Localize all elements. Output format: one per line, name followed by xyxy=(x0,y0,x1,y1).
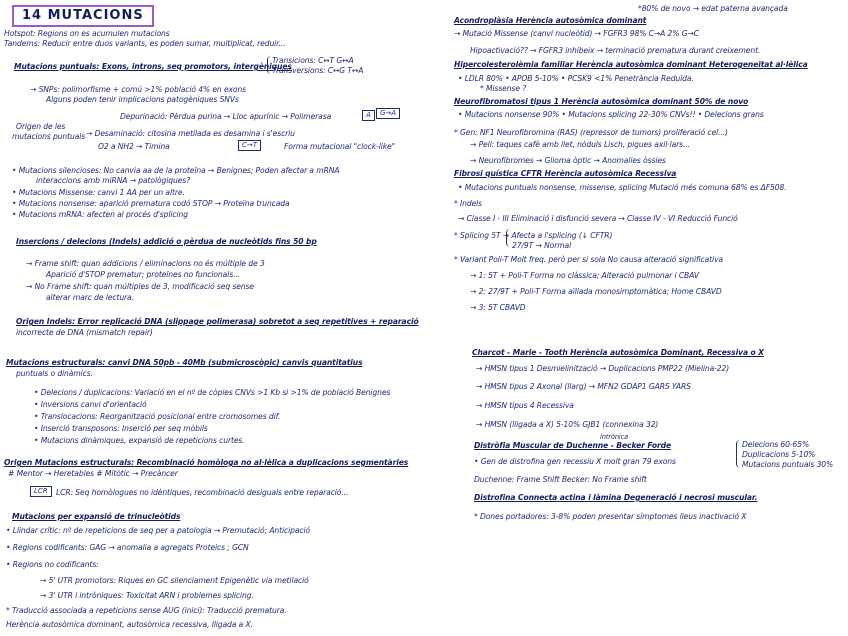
note-line: * Indels xyxy=(454,199,483,208)
note-line: • Mutacions puntuals nonsense, missense, splicing Mutació més comuna 68% es ΔF508. xyxy=(458,183,787,192)
note-line: → Desaminació: citosina metilada es desamina i s'escriu xyxy=(86,129,295,138)
note-line: Transversions: C↔G T↔A xyxy=(272,66,364,75)
note-line: Depurinació: Pèrdua purina → Lloc apurínic → Polimerasa xyxy=(120,112,332,121)
heading-origen-indels: Origen Indels: Error replicació DNA (slippage polimerasa) sobretot a seq repetitives + reparació xyxy=(16,317,419,326)
note-line: • LDLR 80% • APOB 5-10% • PCSK9 <1% Penetrància Reduïda. xyxy=(458,74,694,83)
note-line: → HMSN tipus 4 Recessiva xyxy=(476,401,574,410)
note-line: → Frame shift: quan addicions / eliminacions no és múltiple de 3 xyxy=(26,259,265,268)
heading-duchenne-becker: Distròfia Muscular de Duchenne - Becker Forde xyxy=(474,441,672,450)
note-line: • Mutacions Missense: canvi 1 AA per un altre. xyxy=(12,188,185,197)
note-line: → SNPs: polimorfisme + comú >1% població 4% en exons xyxy=(30,85,247,94)
note-line: LCR: Seq homòlogues no idèntiques, recombinació desiguals entre reparació... xyxy=(56,488,349,497)
heading-origen-estructurals: Origen Mutacions estructurals: Recombinació homòloga no al·lèlica a duplicacions segmentàries xyxy=(4,458,409,467)
note-line: Herència autosòmica dominant, autosòmica recessiva, lligada a X. xyxy=(6,620,253,629)
note-line: → 1: 5T + Poli-T Forma no clàssica; Alteració pulmonar i CBAV xyxy=(470,271,699,280)
note-line: Forma mutacional "clock-like" xyxy=(284,142,395,151)
note-line: Hotspot: Regions on es acumulen mutacions xyxy=(4,29,170,38)
note-line: * Traducció associada a repeticions sense AUG (inici): Traducció prematura. xyxy=(6,606,287,615)
brace xyxy=(736,440,741,468)
note-line: * Missense ? xyxy=(480,84,527,93)
note-line: Origen de les xyxy=(16,122,66,131)
note-line: → HMSN tipus 1 Desmielinització → Duplicacions PMP22 (Mielina-22) xyxy=(476,364,730,373)
note-line: Aparició d'STOP prematur; proteïnes no funcionals... xyxy=(46,270,241,279)
note-line: Delecions 60-65% xyxy=(742,440,810,449)
note-line: → 2: 27/9T + Poli-T Forma aïllada monosimptomàtica; Home CBAVD xyxy=(470,287,722,296)
heading-acondroplasia: Acondroplàsia Herència autosòmica dominant xyxy=(454,16,647,25)
note-line: • Mutacions mRNA: afecten al procés d'splicing xyxy=(12,210,188,219)
box-g-a: G→A xyxy=(376,108,400,119)
note-line: • Llindar crític: nº de repeticions de seq per a patologia → Premutació; Anticipació xyxy=(6,526,310,535)
note-line: Duplicacions 5-10% xyxy=(742,450,816,459)
heading-trinucleotids: Mutacions per expansió de trinucleòtids xyxy=(12,512,181,521)
heading-mutacions-estructurals: Mutacions estructurals: canvi DNA 50pb - 40Mb (submicroscòpic) canvis quantitatius xyxy=(6,358,363,367)
note-line: * Gen: NF1 Neurofibromina (RAS) (repressor de tumors) proliferació cel...) xyxy=(454,128,728,137)
note-line: intrònica xyxy=(600,433,629,441)
heading-mutacions-puntuals: Mutacions puntuals: Exons, introns, seq promotors, intergèniques xyxy=(14,62,292,71)
note-line: → 3: 5T CBAVD xyxy=(470,303,526,312)
note-line: • Delecions / duplicacions: Variació en el nº de còpies CNVs >1 Kb si >1% de població Benignes xyxy=(34,388,391,397)
note-line: * Splicing 5T → Afecta a l'splicing (↓ CFTR) xyxy=(454,231,613,240)
note-line: → Classe I - III Eliminació i disfunció severa → Classe IV - VI Reducció Funció xyxy=(458,214,738,223)
note-line: * Dones portadores: 3-8% poden presentar símptomes lleus inactivació X xyxy=(474,512,747,521)
heading-neurofibromatosi: Neurofibromatosi tipus 1 Herència autosòmica dominant 50% de novo xyxy=(454,97,749,106)
heading-indels: Insercions / delecions (Indels) addició o pèrdua de nucleòtids fins 50 bp xyxy=(16,237,317,246)
note-line: • Gen de distrofina gen recessiu X molt gran 79 exons xyxy=(474,457,676,466)
note-line: → Neurofibromes → Glioma òptic → Anomalies òssies xyxy=(470,156,666,165)
note-line: → 3' UTR i intròniques: Toxicitat ARN i problemes splicing. xyxy=(40,591,254,600)
note-line: Duchenne: Frame Shift Becker: No Frame shift xyxy=(474,475,647,484)
heading-distrofina: Distrofina Connecta actina i làmina Degeneració i necrosi muscular. xyxy=(474,493,758,502)
note-line: # Mentor → Heretables # Mitòtic → Precàncer xyxy=(8,469,178,478)
note-line: Mutacions puntuals 30% xyxy=(742,460,834,469)
note-line: Hipoactivació?? → FGFR3 inhibeix → terminació prematura durant creixement. xyxy=(470,46,761,55)
heading-hipercolesterolemia: Hipercolesterolèmia familiar Herència autosòmica dominant Heterogeneïtat al·lèlica xyxy=(454,60,808,69)
note-line: → No Frame shift: quan múltiples de 3, modificació seq sense xyxy=(26,282,254,291)
note-line: Transicions: C↔T G↔A xyxy=(272,56,354,65)
box-c-t: C→T xyxy=(238,140,261,151)
note-line: → Pell: taques cafè amb llet, nòduls Lisch, pigues axil·lars... xyxy=(470,140,690,149)
note-line: incorrecte de DNA (mismatch repair) xyxy=(16,328,153,337)
note-line: • Inversions canvi d'orientació xyxy=(34,400,147,409)
note-line: • Translocacions: Reorganització posicional entre cromosomes dif. xyxy=(34,412,281,421)
note-line: puntuals o dinàmics. xyxy=(16,369,93,378)
box-a: A xyxy=(362,110,375,121)
note-line: → HMSN tipus 2 Axonal (llarg) → MFN2 GDAP1 GARS YARS xyxy=(476,382,691,391)
note-line: 27/9T → Normal xyxy=(512,241,572,250)
note-line: mutacions puntuals xyxy=(12,132,86,141)
note-line: alterar marc de lectura. xyxy=(46,293,134,302)
note-line: → HMSN (lligada a X) 5-10% GJB1 (connexina 32) xyxy=(476,420,659,429)
note-line: * Variant Poli-T Molt freq. però per si sola No causa alteració significativa xyxy=(454,255,724,264)
note-line: • Mutacions dinàmiques, expansió de repeticions curtes. xyxy=(34,436,245,445)
note-line: • Mutacions nonsense 90% • Mutacions splicing 22-30% CNVs!! • Delecions grans xyxy=(458,110,764,119)
note-line: Alguns poden tenir implicacions patogèniques SNVs xyxy=(46,95,239,104)
note-line: Tandems: Reducir entre duos variants, es poden sumar, multiplicat, reduir... xyxy=(4,39,286,48)
box-lcr: LCR xyxy=(30,486,52,497)
heading-fibrosi-quistica: Fibrosi quística CFTR Herència autosòmica Recessiva xyxy=(454,169,677,178)
note-line: • Regions no codificants: xyxy=(6,560,99,569)
note-line: • Mutacions silencioses: No canvia aa de la proteïna → Benignes; Poden afectar a mRNA xyxy=(12,166,340,175)
heading-charcot-marie-tooth: Charcot - Marie - Tooth Herència autosòmica Dominant, Recessiva o X xyxy=(472,348,764,357)
note-line: *80% de novo → edat paterna avançada xyxy=(638,4,788,13)
note-line: → 5' UTR promotors: Riques en GC silenciament Epigenètic via metilació xyxy=(40,576,309,585)
note-line: → Mutació Missense (canvi nucleòtid) → FGFR3 98% C→A 2% G→C xyxy=(454,29,699,38)
page-title: 14 MUTACIONS xyxy=(12,5,154,27)
note-line: • Inserció transposons: Inserció per seq mòbils xyxy=(34,424,208,433)
note-line: • Regions codificants: GAG → anomalia a agregats Proteics ; GCN xyxy=(6,543,249,552)
note-line: • Mutacions nonsense: aparició prematura codó STOP → Proteïna truncada xyxy=(12,199,290,208)
note-line: O2 a NH2 → Timina xyxy=(98,142,170,151)
note-line: interaccions amb miRNA → patològiques? xyxy=(36,176,191,185)
